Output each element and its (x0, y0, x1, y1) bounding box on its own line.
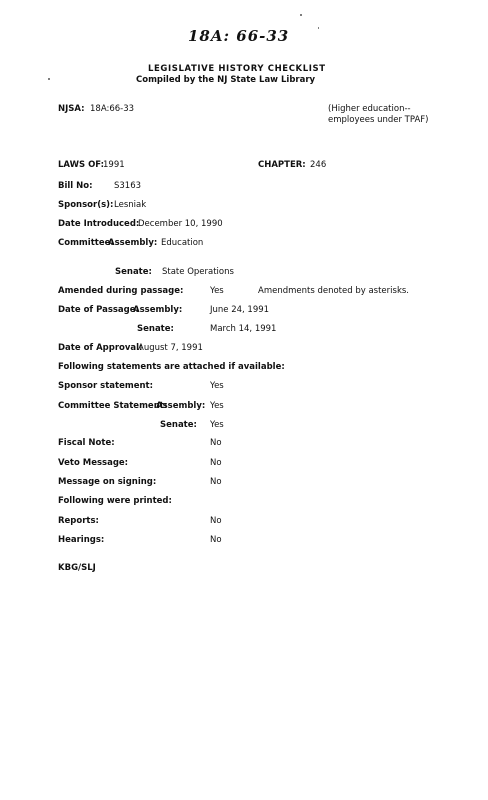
committee-statement-senate-label: Senate: (160, 420, 197, 430)
njsa-note: (Higher education--employees under TPAF) (328, 104, 429, 125)
statements-header: Following statements are attached if available: (58, 362, 285, 372)
veto-message-label: Veto Message: (58, 458, 129, 468)
veto-message-value: No (210, 458, 222, 468)
hearings-value: No (210, 535, 222, 545)
document-subtitle: Compiled by the NJ State Law Library (136, 75, 316, 85)
amended-note: Amendments denoted by asterisks. (258, 286, 410, 296)
committee-assembly-value: Education (161, 238, 204, 248)
approval-label: Date of Approval: (58, 343, 143, 353)
laws-of-label: LAWS OF: (58, 160, 105, 170)
committee-statement-assembly-label: Assembly: (156, 401, 206, 411)
printed-header: Following were printed: (58, 496, 172, 506)
amended-label: Amended during passage: (58, 286, 184, 296)
committee-statement-assembly-value: Yes (210, 401, 224, 411)
scan-speck (300, 14, 302, 16)
reports-value: No (210, 516, 222, 526)
message-on-signing-value: No (210, 477, 222, 487)
fiscal-note-label: Fiscal Note: (58, 438, 115, 448)
committee-statement-senate-value: Yes (210, 420, 224, 430)
hearings-label: Hearings: (58, 535, 105, 545)
scan-speck (48, 78, 50, 80)
sponsor-statement-value: Yes (210, 381, 224, 391)
sponsors-label: Sponsor(s): (58, 200, 114, 210)
njsa-label: NJSA: (58, 104, 85, 114)
approval-value: August 7, 1991 (138, 343, 203, 353)
passage-label: Date of Passage: (58, 305, 139, 315)
committee-senate-value: State Operations (162, 267, 234, 277)
document-title: LEGISLATIVE HISTORY CHECKLIST (148, 64, 326, 74)
date-introduced-value: December 10, 1990 (138, 219, 223, 229)
bill-no-label: Bill No: (58, 181, 93, 191)
njsa-value: 18A:66-33 (90, 104, 135, 114)
fiscal-note-value: No (210, 438, 222, 448)
sponsors-value: Lesniak (114, 200, 147, 210)
reports-label: Reports: (58, 516, 99, 526)
scan-speck (318, 27, 319, 29)
passage-senate-value: March 14, 1991 (210, 324, 277, 334)
message-on-signing-label: Message on signing: (58, 477, 157, 487)
bill-no-value: S3163 (114, 181, 142, 191)
handwritten-number: 18A: 66-33 (188, 27, 290, 45)
committee-assembly-label: Assembly: (108, 238, 158, 248)
amended-value: Yes (210, 286, 224, 296)
passage-assembly-label: Assembly: (133, 305, 183, 315)
sponsor-statement-label: Sponsor statement: (58, 381, 153, 391)
committee-statement-label: Committee Statement: (58, 401, 168, 411)
passage-senate-label: Senate: (137, 324, 174, 334)
chapter-value: 246 (310, 160, 327, 170)
committee-senate-label: Senate: (115, 267, 152, 277)
passage-assembly-value: June 24, 1991 (210, 305, 270, 315)
initials: KBG/SLJ (58, 563, 96, 573)
committee-label: Committee: (58, 238, 114, 248)
chapter-label: CHAPTER: (258, 160, 306, 170)
date-introduced-label: Date Introduced: (58, 219, 140, 229)
laws-of-value: 1991 (103, 160, 125, 170)
